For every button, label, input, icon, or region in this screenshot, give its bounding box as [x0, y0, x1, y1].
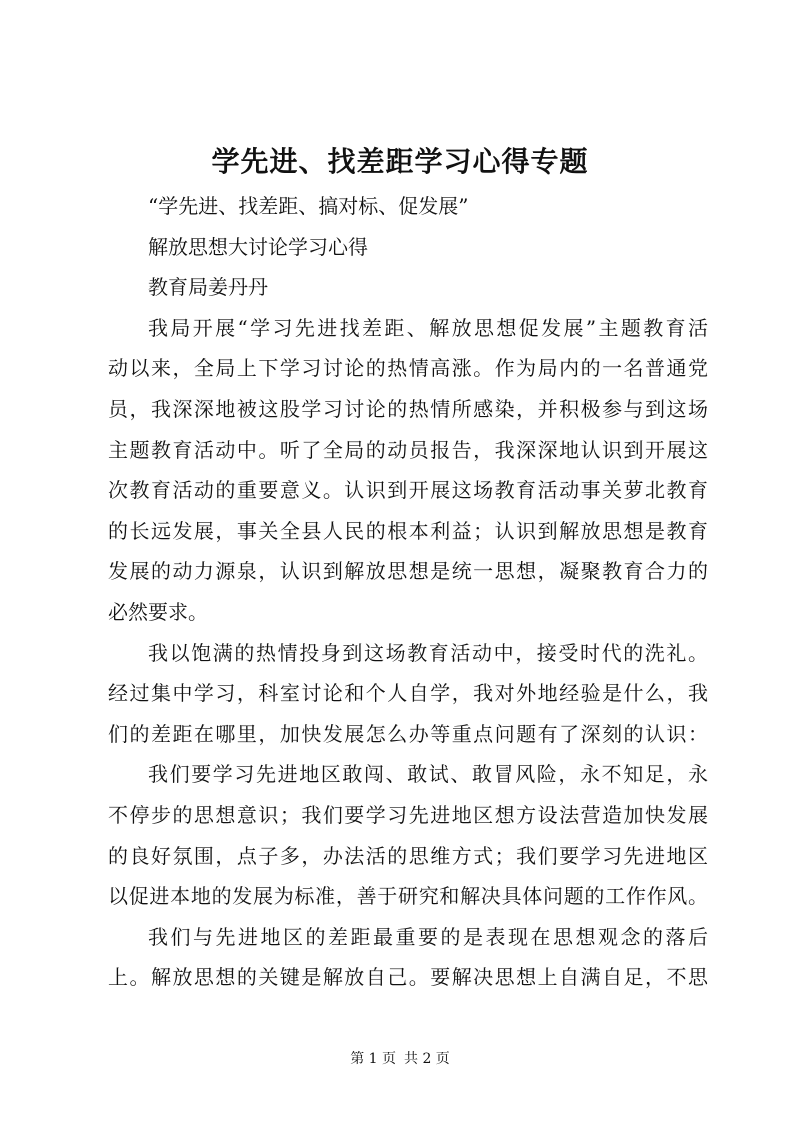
paragraph	[108, 308, 708, 633]
paragraph-line: 我们要学习先进地区敢闯、敢试、敢冒风险，永不知足，永	[148, 762, 708, 787]
page-number: 第 1 页	[350, 1051, 396, 1067]
document-title: 学先进、找差距学习心得专题	[211, 145, 589, 178]
paragraph-line: 必然要求。	[108, 599, 208, 624]
paragraph-line: 经过集中学习，科室讨论和个人自学，我对外地经验是什么，我	[108, 681, 708, 706]
paragraph	[108, 917, 708, 998]
paragraph	[108, 754, 708, 916]
page-footer	[0, 1049, 800, 1069]
document-body	[108, 186, 708, 998]
paragraph-line: 不停步的思想意识；我们要学习先进地区想方设法营造加快发展	[108, 802, 708, 827]
author-line: 教育局姜丹丹	[148, 275, 268, 300]
paragraph-line: 主题教育活动中。听了全局的动员报告，我深深地认识到开展这	[108, 437, 708, 462]
paragraph-line: 的良好氛围，点子多，办法活的思维方式；我们要学习先进地区	[108, 843, 708, 868]
paragraph-line: 们的差距在哪里，加快发展怎么办等重点问题有了深刻的认识：	[108, 721, 708, 746]
subtitle-line: 解放思想大讨论学习心得	[148, 234, 368, 259]
subtitle-line: “学先进、找差距、搞对标、促发展”	[148, 194, 469, 218]
paragraph-line: 动以来，全局上下学习讨论的热情高涨。作为局内的一名普通党	[108, 356, 708, 381]
paragraph-line: 发展的动力源泉，认识到解放思想是统一思想，凝聚教育合力的	[108, 559, 708, 584]
paragraph-line: 我以饱满的热情投身到这场教育活动中，接受时代的洗礼。	[148, 640, 708, 665]
paragraph-line: 次教育活动的重要意义。认识到开展这场教育活动事关萝北教育	[108, 478, 708, 503]
paragraph-line: 我们与先进地区的差距最重要的是表现在思想观念的落后	[148, 924, 708, 949]
paragraph-line: 上。解放思想的关键是解放自己。要解决思想上自满自足，不思	[108, 965, 708, 990]
page-total: 共 2 页	[404, 1051, 450, 1067]
paragraph-line: 我局开展“学习先进找差距、解放思想促发展”主题教育活	[148, 315, 708, 340]
paragraph-line: 员，我深深地被这股学习讨论的热情所感染，并积极参与到这场	[108, 396, 708, 421]
paragraph-line: 的长远发展，事关全县人民的根本利益；认识到解放思想是教育	[108, 518, 708, 543]
paragraph-line: 以促进本地的发展为标准，善于研究和解决具体问题的工作作风。	[108, 884, 708, 909]
paragraph	[108, 633, 708, 755]
